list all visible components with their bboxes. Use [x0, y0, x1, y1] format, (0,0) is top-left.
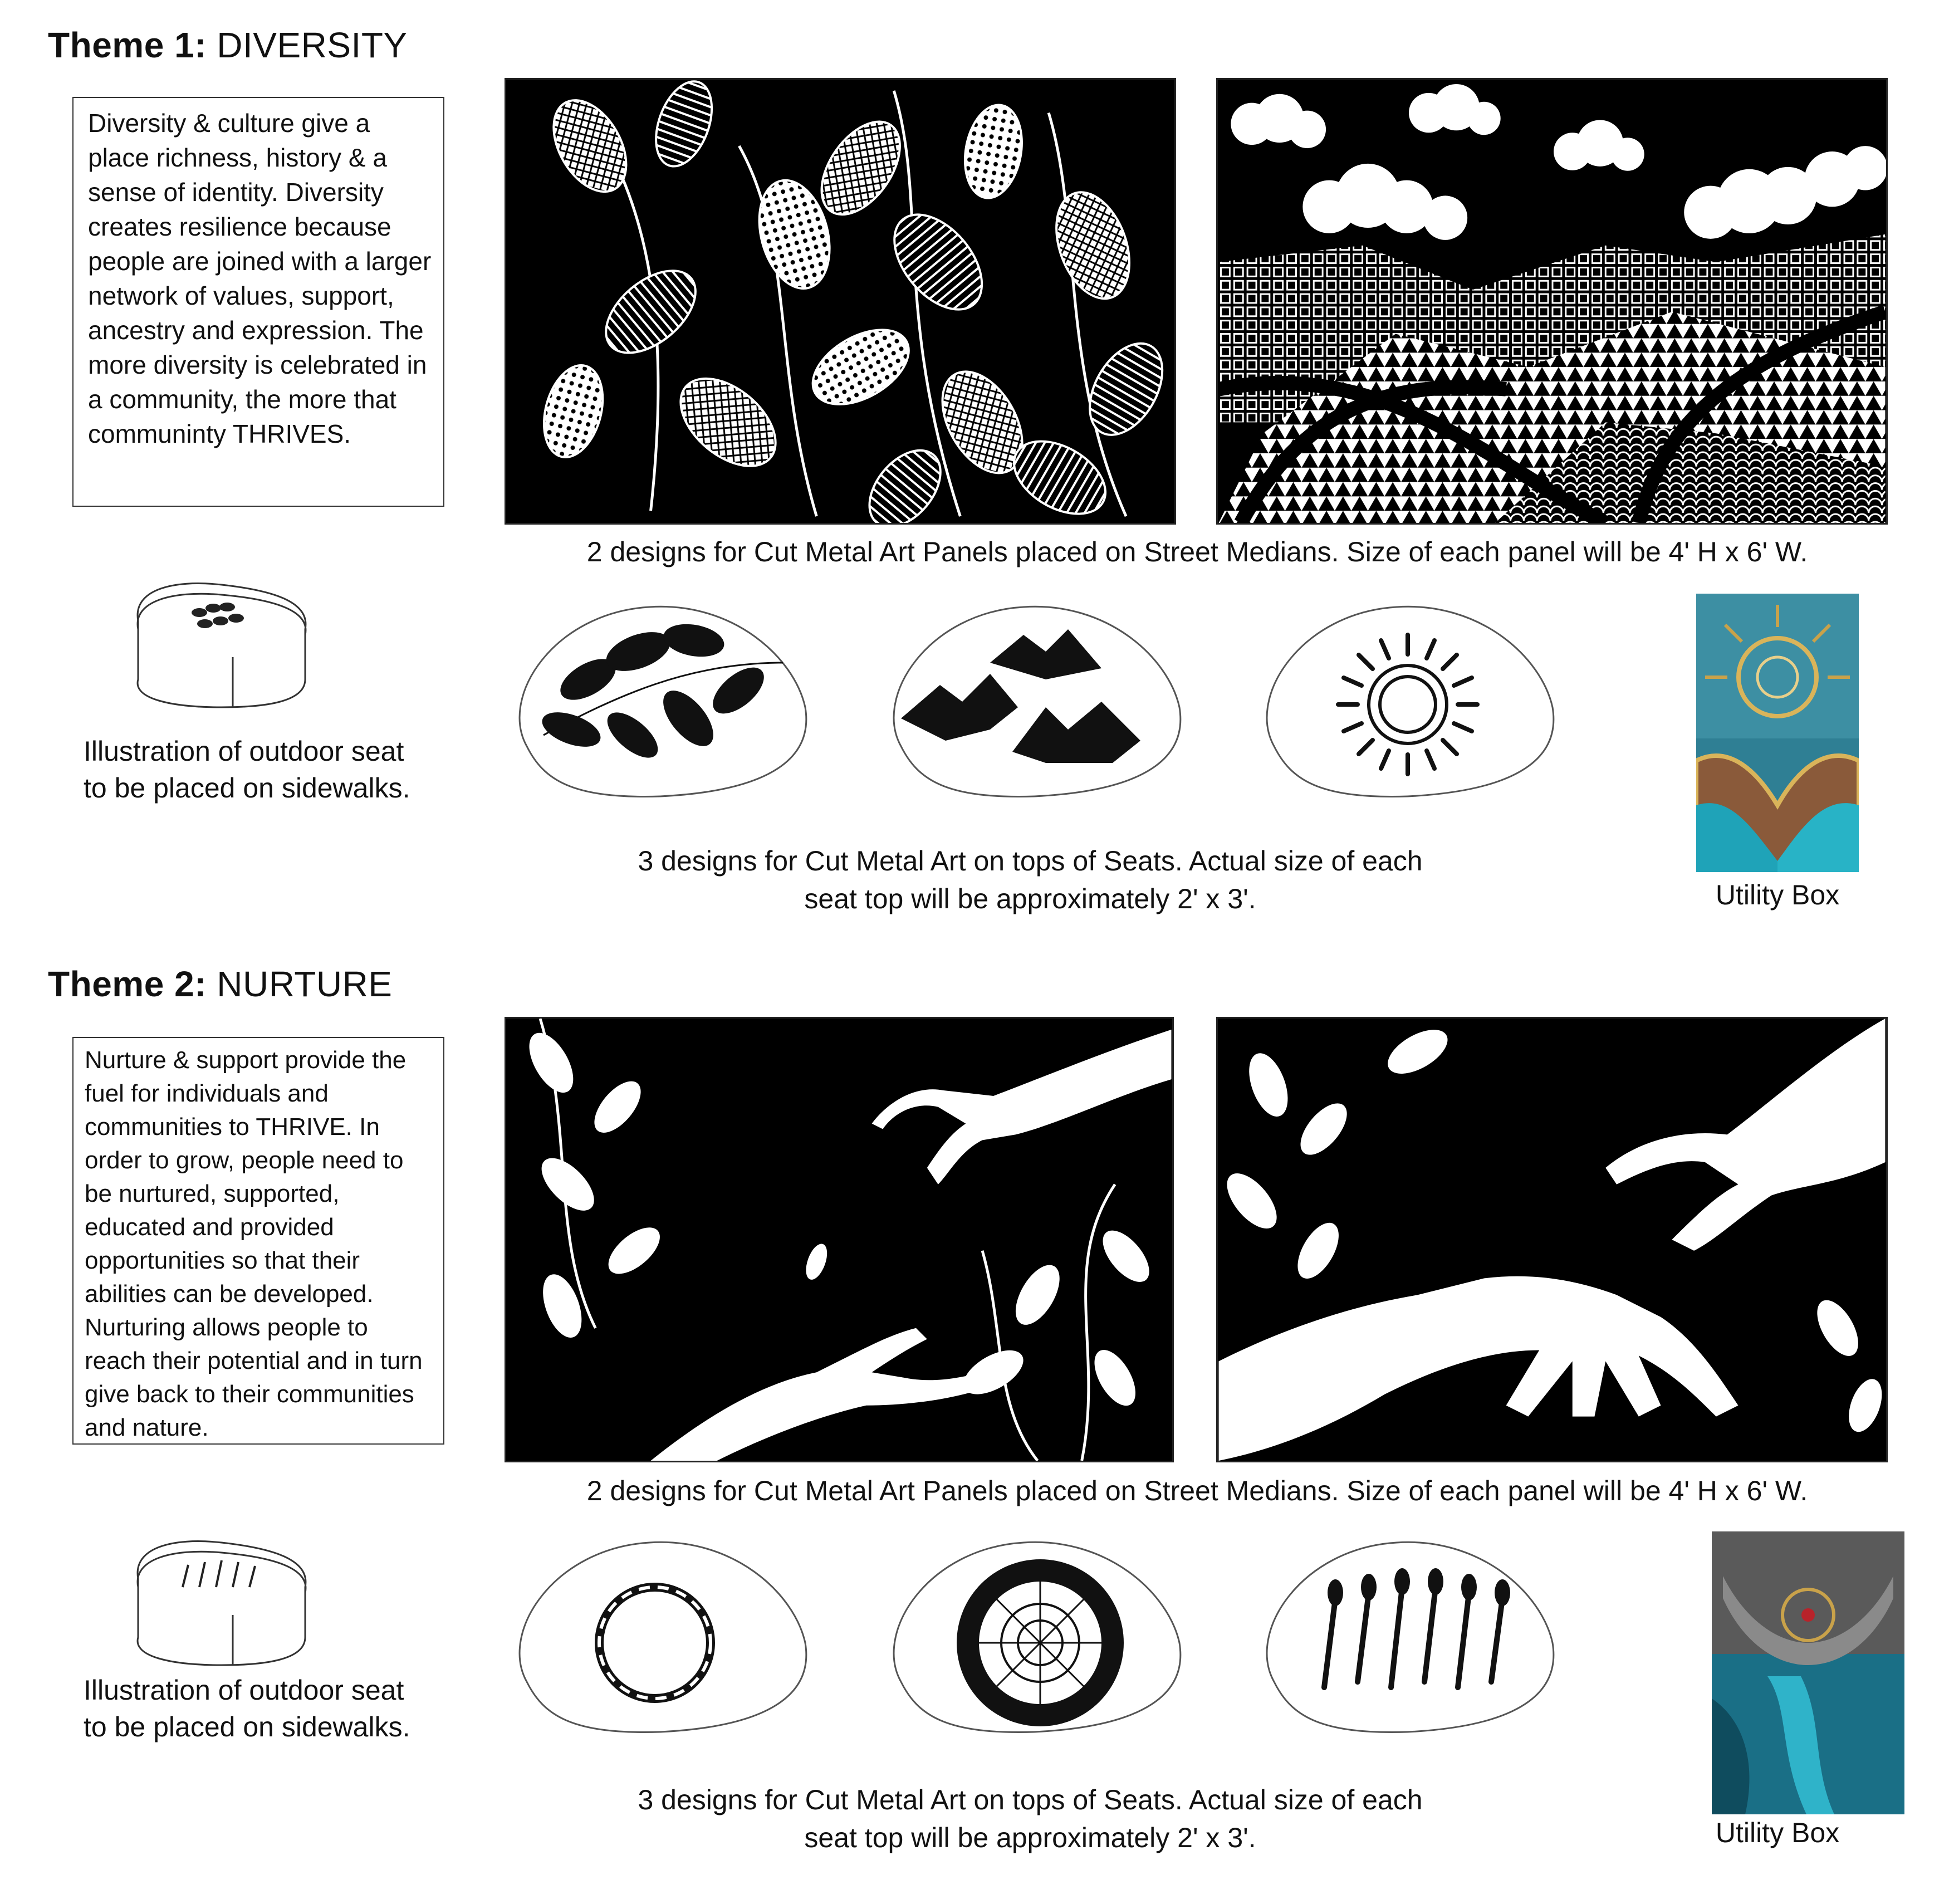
seat-top-mandala-hands-design	[879, 1531, 1191, 1743]
outdoor-seat-illustration-1	[121, 568, 322, 718]
nurture-reaching-hands-panel	[505, 1017, 1174, 1462]
theme-1-seat-label: Illustration of outdoor seat to be placed on sidewalks.	[84, 736, 410, 804]
theme-2-panels-caption: 2 designs for Cut Metal Art Panels placed on Street Medians. Size of each panel will be 4' H x 6' W.	[586, 1475, 1808, 1506]
seat-top-raised-hands-design	[1252, 1531, 1564, 1743]
theme-2-seats-caption: 3 designs for Cut Metal Art on tops of Seats. Actual size of each seat top will be approximately 2' x 3'.	[638, 1784, 1423, 1853]
theme-1-description: Diversity & culture give a place richness, history & a sense of identity. Diversity creates resilience because people are joined with a larger network of values, support, ancestry and expression. The more diversity is celebrated in a community, the more that communinty THRIVES.	[72, 97, 444, 507]
diversity-leaves-panel	[505, 78, 1176, 525]
utility-box-image-2	[1712, 1531, 1904, 1814]
seat-top-mountains-design	[879, 596, 1191, 807]
diversity-landscape-panel	[1216, 78, 1888, 525]
nurture-holding-hands-panel	[1216, 1017, 1888, 1462]
theme-1-panels-caption: 2 designs for Cut Metal Art Panels placed on Street Medians. Size of each panel will be 4' H x 6' W.	[586, 536, 1808, 567]
leaves-artwork	[506, 80, 1174, 523]
theme-2-seat-label: Illustration of outdoor seat to be placed on sidewalks.	[84, 1675, 410, 1743]
holding-hands-artwork	[1218, 1019, 1886, 1461]
utility-box-label-2: Utility Box	[1715, 1817, 1840, 1848]
reaching-hands-artwork	[506, 1019, 1172, 1461]
utility-box-label-1: Utility Box	[1715, 879, 1840, 911]
seat-top-leaves-design	[505, 596, 816, 807]
outdoor-seat-illustration-2	[121, 1526, 322, 1676]
landscape-artwork	[1218, 80, 1886, 523]
theme-2-title: Theme 2: NURTURE	[48, 964, 393, 1004]
seat-top-hands-circle-design	[505, 1531, 816, 1743]
seat-top-sunburst-design	[1252, 596, 1564, 807]
theme-1-seats-caption: 3 designs for Cut Metal Art on tops of Seats. Actual size of each seat top will be approximately 2' x 3'.	[638, 845, 1423, 914]
theme-1-title: Theme 1: DIVERSITY	[48, 25, 408, 65]
utility-box-image-1	[1696, 594, 1859, 872]
theme-2-description: Nurture & support provide the fuel for individuals and communities to THRIVE. In order to grow, people need to be nurtured, supported, educated and provided opportunities so that their abilities can be developed. Nurturing allows people to reach their potential and in turn give back to their communities and nature.	[72, 1037, 444, 1445]
